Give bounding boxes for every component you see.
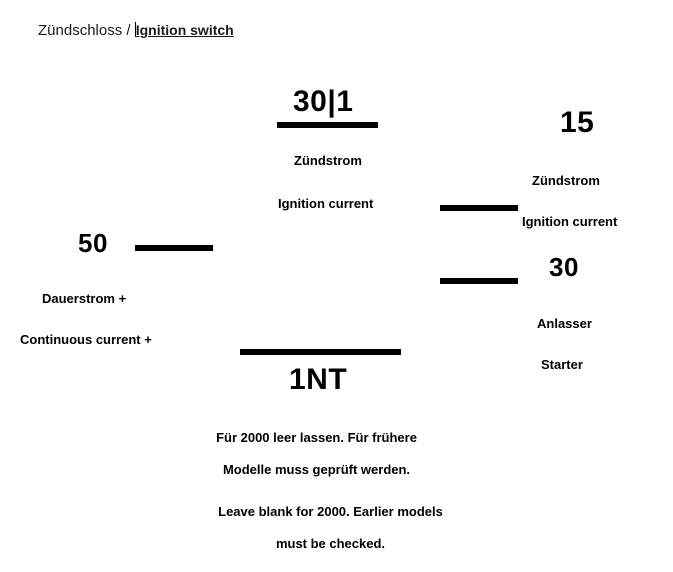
terminal-1nt-number: 1NT [289, 363, 348, 396]
terminal-30-1-label-de: Zündstrom [294, 153, 362, 168]
page-title-en: Ignition switch [135, 22, 234, 38]
terminal-15-number: 15 [560, 106, 595, 139]
terminal-15-label-de: Zündstrom [532, 173, 600, 188]
terminal-30-label-en: Starter [541, 357, 583, 372]
note-de-line1: Für 2000 leer lassen. Für frühere [216, 430, 417, 445]
terminal-1nt-bar [240, 349, 401, 355]
note-en-line1: Leave blank for 2000. Earlier models [218, 504, 443, 519]
terminal-30-1-bar [277, 122, 378, 128]
terminal-30-1-label-en: Ignition current [278, 196, 374, 211]
terminal-50-label-de: Dauerstrom + [42, 291, 127, 306]
terminal-30-label-de: Anlasser [537, 316, 592, 331]
terminal-30-1-number: 30|1 [293, 85, 354, 118]
terminal-15-label-en: Ignition current [522, 214, 618, 229]
terminal-50-number: 50 [78, 228, 108, 258]
terminal-50-bar [135, 245, 213, 251]
page-title-de: Zündschloss / [38, 22, 131, 39]
terminal-30-bar [440, 278, 518, 284]
page-title [38, 22, 234, 39]
terminal-30-number: 30 [549, 252, 579, 282]
note-de-line2: Modelle muss geprüft werden. [222, 462, 411, 477]
terminal-15-bar [440, 205, 518, 211]
note-en-line2: must be checked. [275, 536, 386, 551]
terminal-50-label-en: Continuous current + [20, 332, 152, 347]
note-block [0, 430, 673, 551]
